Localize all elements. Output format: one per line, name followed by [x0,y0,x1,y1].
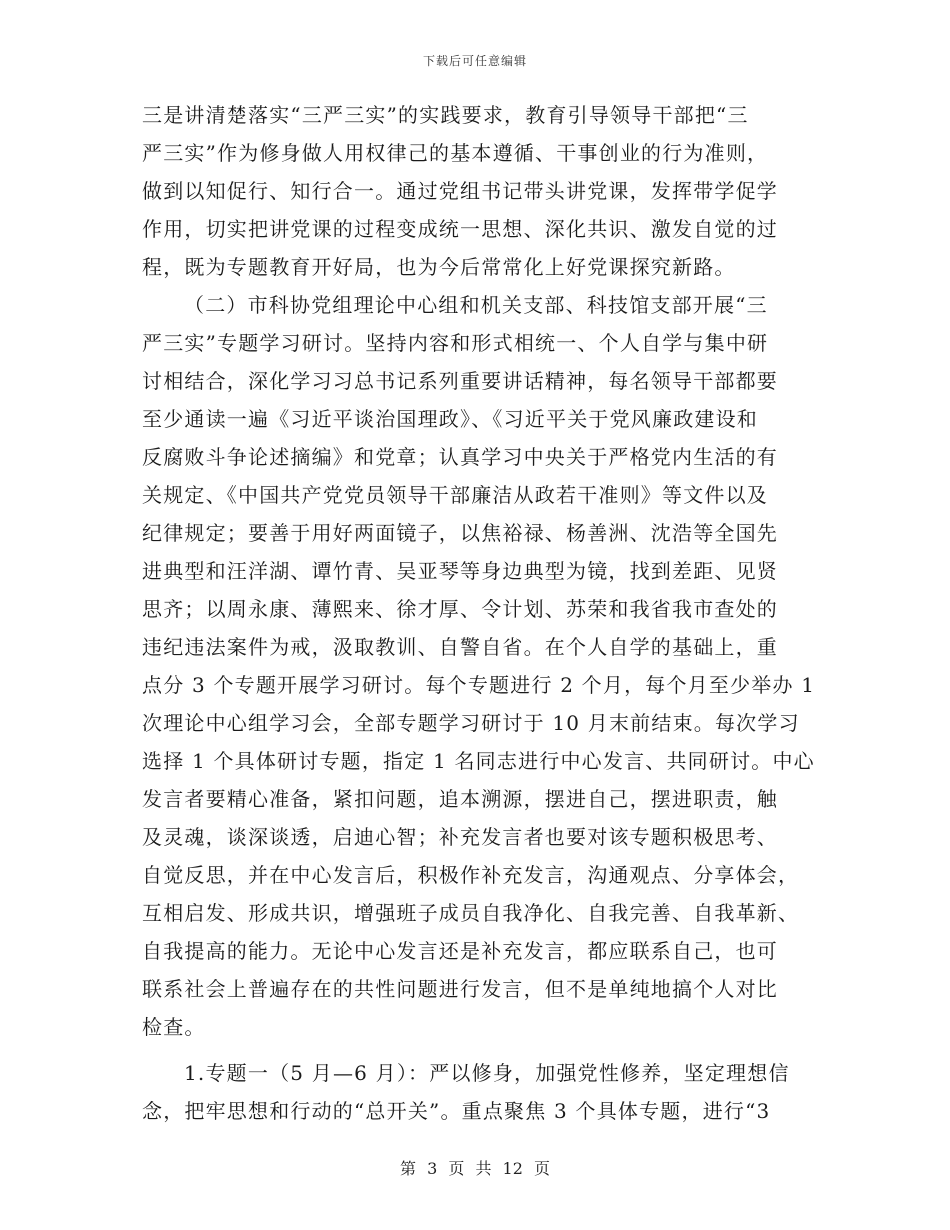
body-line: 程，既为专题教育开好局，也为今后常常化上好党课探究新路。 [142,255,736,279]
body-line: 三是讲清楚落实“三严三实”的实践要求，教育引导领导干部把“三 [142,103,749,127]
body-line: 关规定、《中国共产党党员领导干部廉洁从政若干准则》等文件以及 [142,483,768,507]
body-line: 选择 1 个具体研讨专题，指定 1 名同志进行中心发言、共同研讨。中心 [142,749,815,773]
body-line: 做到以知促行、知行合一。通过党组书记带头讲党课，发挥带学促学 [142,179,778,203]
body-line: 进典型和汪洋湖、谭竹青、吴亚琴等身边典型为镜，找到差距、见贤 [142,559,778,583]
body-line: 及灵魂，谈深谈透，启迪心智；补充发言者也要对该专题积极思考、 [142,825,778,849]
page-header-note: 下载后可任意编辑 [422,54,527,68]
body-line: 思齐；以周永康、薄熙来、徐才厚、令计划、苏荣和我省我市查处的 [142,597,778,621]
body-line: 讨相结合，深化学习习总书记系列重要讲话精神，每名领导干部都要 [142,369,778,393]
body-line: 互相启发、形成共识，增强班子成员自我净化、自我完善、自我革新、 [142,901,800,925]
body-line: 纪律规定；要善于用好两面镜子，以焦裕禄、杨善洲、沈浩等全国先 [142,521,778,545]
document-body [142,96,816,1130]
body-line: 发言者要精心准备，紧扣问题，追本溯源，摆进自己，摆进职责，触 [142,787,778,811]
body-line: 自我提高的能力。无论中心发言还是补充发言，都应联系自己，也可 [142,939,778,963]
section-heading-line: （二）市科协党组理论中心组和机关支部、科技馆支部开展“三 [184,293,768,317]
body-line: 违纪违法案件为戒，汲取教训、自警自省。在个人自学的基础上，重 [142,635,778,659]
page-number: 第 3 页 共 12 页 [400,1159,550,1178]
body-line: 检查。 [142,1015,206,1039]
topic-heading-line: 1.专题一（5 月—6 月）：严以修身，加强党性修养，坚定理想信 [184,1061,790,1085]
body-line: 反腐败斗争论述摘编》和党章；认真学习中央关于严格党内生活的有 [142,445,778,469]
body-line: 作用，切实把讲党课的过程变成统一思想、深化共识、激发自觉的过 [142,217,778,241]
body-line: 自觉反思，并在中心发言后，积极作补充发言，沟通观点、分享体会， [142,863,800,887]
body-line: 联系社会上普遍存在的共性问题进行发言，但不是单纯地搞个人对比 [142,977,778,1001]
body-line: 点分 3 个专题开展学习研讨。每个专题进行 2 个月，每个月至少举办 1 [142,673,816,697]
body-line: 至少通读一遍《习近平谈治国理政》、《习近平关于党风廉政建设和 [142,407,758,431]
body-line: 严三实”作为修身做人用权律己的基本遵循、干事创业的行为准则， [142,141,769,165]
body-line: 严三实”专题学习研讨。坚持内容和形式相统一、个人自学与集中研 [142,331,769,355]
body-line: 次理论中心组学习会，全部专题学习研讨于 10 月末前结束。每次学习 [142,711,800,735]
body-line: 念，把牢思想和行动的“总开关”。重点聚焦 3 个具体专题，进行“3 [142,1099,771,1123]
